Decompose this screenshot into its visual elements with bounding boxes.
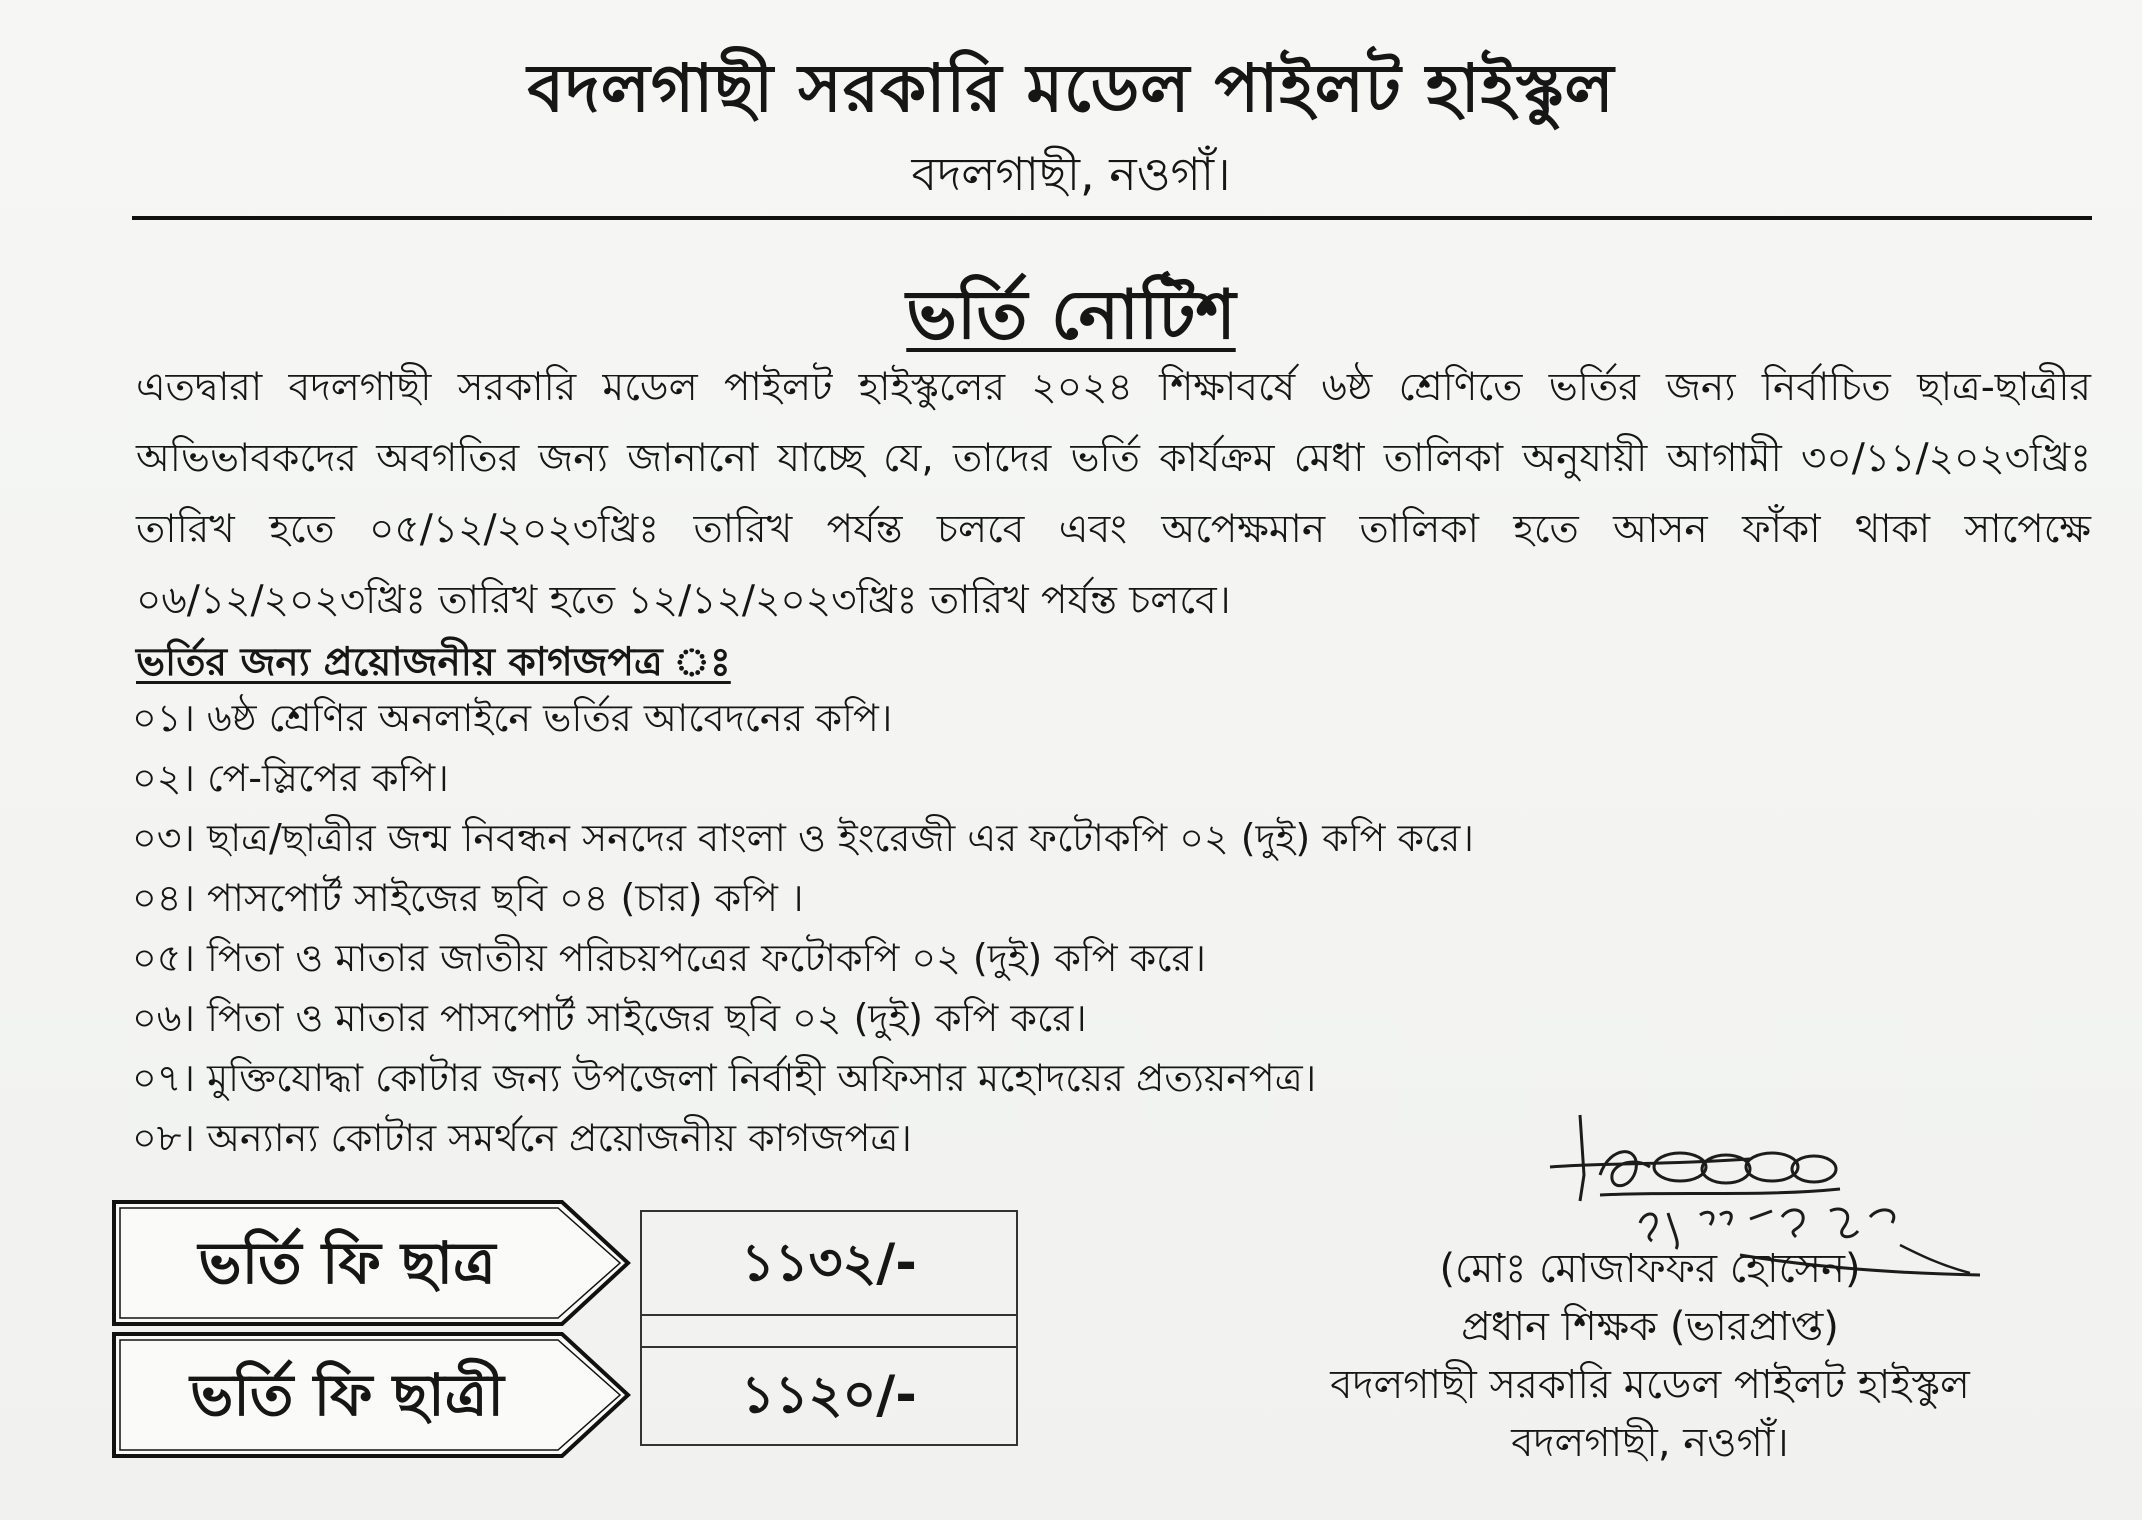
requirement-item: ০৩। ছাত্র/ছাত্রীর জন্ম নিবন্ধন সনদের বাংলা ও ইংরেজী এর ফটোকপি ০২ (দুই) কপি করে।: [132, 816, 1474, 860]
requirements-list: [132, 688, 1632, 1168]
signatory-school: বদলগাছী সরকারি মডেল পাইলট হাইস্কুল: [1330, 1362, 1970, 1408]
signatory-designation: প্রধান শিক্ষক (ভারপ্রাপ্ত): [1461, 1304, 1839, 1350]
requirement-item: ০১। ৬ষ্ঠ শ্রেণির অনলাইনে ভর্তির আবেদনের কপি।: [132, 696, 893, 740]
fee-value-boys: ১১৩২/-: [741, 1233, 917, 1293]
school-name: বদলগাছী সরকারি মডেল পাইলট হাইস্কুল: [527, 50, 1615, 127]
signatory-name: (মোঃ মোজাফফর হোসেন): [1439, 1246, 1861, 1292]
fee-box-divider: [642, 1314, 1016, 1348]
requirement-item: ০৮। অন্যান্য কোটার সমর্থনে প্রয়োজনীয় কাগজপত্র।: [132, 1116, 912, 1160]
fee-label-boys: [112, 1200, 632, 1326]
fee-label-text: ভর্তি ফি ছাত্রী: [190, 1361, 504, 1429]
requirements-heading: ভর্তির জন্য প্রয়োজনীয় কাগজপত্র ঃ: [136, 640, 731, 685]
fee-value-girls: ১১২০/-: [741, 1365, 917, 1425]
signatory-location: বদলগাছী, নওগাঁ।: [1511, 1420, 1789, 1466]
requirement-item: ০৭। মুক্তিযোদ্ধা কোটার জন্য উপজেলা নির্বাহী অফিসার মহোদয়ের প্রত্যয়নপত্র।: [132, 1056, 1317, 1100]
fee-label-girls: [112, 1332, 632, 1458]
header-divider: [132, 216, 2092, 220]
requirement-item: ০৬। পিতা ও মাতার পাসপোর্ট সাইজের ছবি ০২ (দুই) কপি করে।: [132, 996, 1087, 1040]
fee-amount-box: [640, 1210, 1018, 1446]
notice-body: এতদ্বারা বদলগাছী সরকারি মডেল পাইলট হাইস্কুলের ২০২৪ শিক্ষাবর্ষে ৬ষ্ঠ শ্রেণিতে ভর্তির জন্য নির্বাচিত ছাত্র-ছাত্রীর অভিভাবকদের অবগতির জন্য জানানো যাচ্ছে যে, তাদের ভর্তি কার্যক্রম মেধা তালিকা অনুযায়ী আগামী ৩০/১১/২০২৩খ্রিঃ তারিখ হতে ০৫/১২/২০২৩খ্রিঃ তারিখ পর্যন্ত চলবে এবং অপেক্ষমান তালিকা হতে আসন ফাঁকা থাকা সাপেক্ষে ০৬/১২/২০২৩খ্রিঃ তারিখ হতে ১২/১২/২০২৩খ্রিঃ তারিখ পর্যন্ত চলবে।: [136, 365, 2091, 623]
notice-title-text: ভর্তি নোটিশ: [906, 276, 1236, 355]
fee-label-text: ভর্তি ফি ছাত্র: [198, 1229, 496, 1297]
requirement-item: ০৪। পাসপোর্ট সাইজের ছবি ০৪ (চার) কপি ।: [132, 876, 804, 920]
requirement-item: ০২। পে-স্লিপের কপি।: [132, 756, 449, 800]
school-location: বদলগাছী, নওগাঁ।: [911, 147, 1231, 201]
requirement-item: ০৫। পিতা ও মাতার জাতীয় পরিচয়পত্রের ফটোকপি ০২ (দুই) কপি করে।: [132, 936, 1207, 980]
signature-block: [1240, 1240, 2060, 1472]
